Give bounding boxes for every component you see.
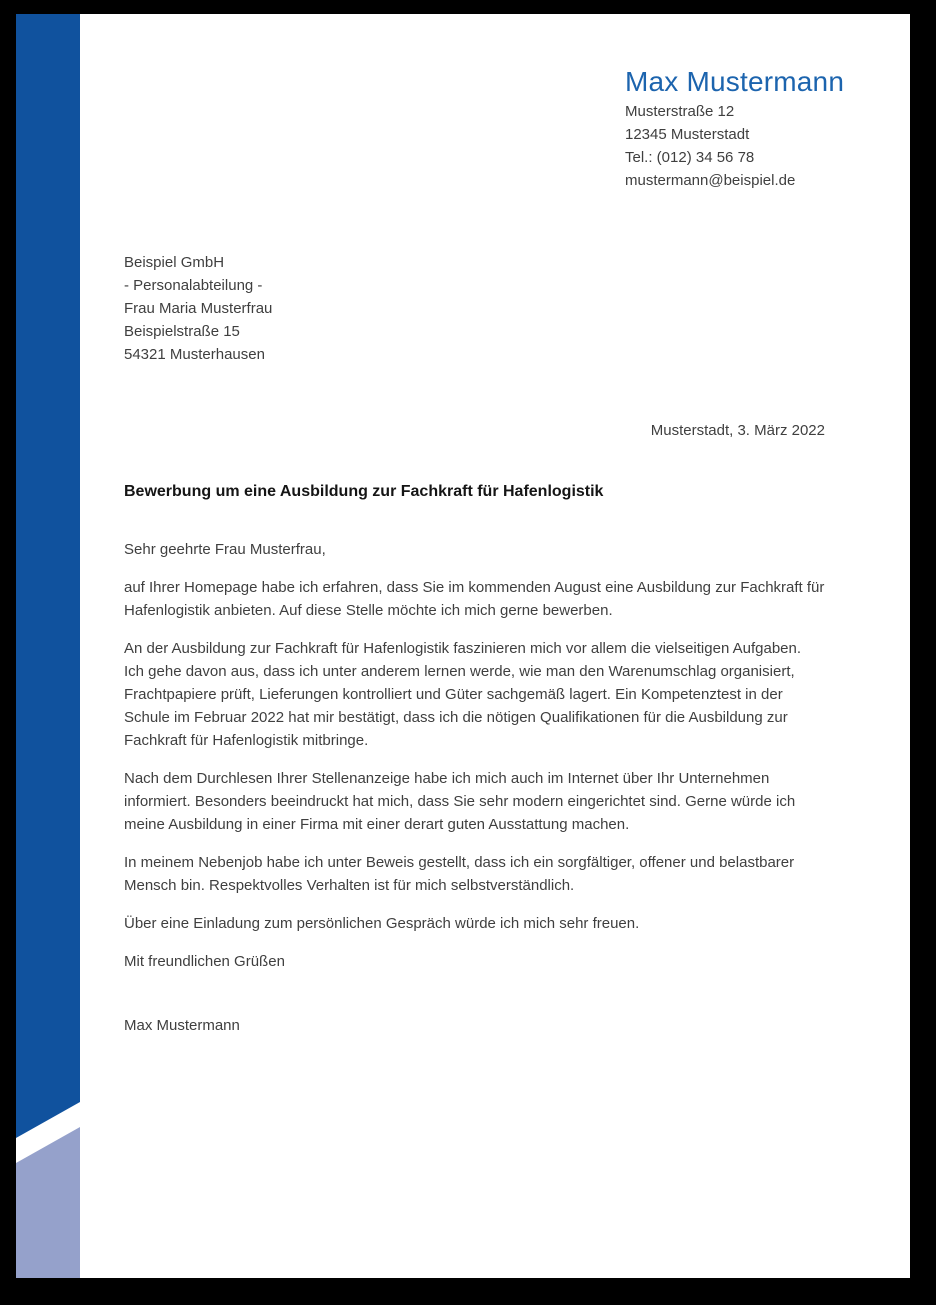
sender-phone: Tel.: (012) 34 56 78 [625,149,755,166]
salutation: Sehr geehrte Frau Musterfrau, [124,541,326,558]
sender-name: Max Mustermann [625,66,845,97]
recipient-contact: Frau Maria Musterfrau [124,300,273,317]
paragraph-strengths: In meinem Nebenjob habe ich unter Beweis gestellt, dass ich ein sorgfältiger, offener und belastbarer Mensch bin. Respektvolles Verhalten ist für mich selbstverständlich. [124,854,795,894]
sender-city: 12345 Musterstadt [625,126,750,143]
recipient-block [124,251,272,366]
recipient-company: Beispiel GmbH [124,254,225,271]
signature: Max Mustermann [124,1017,240,1034]
letter-body [124,538,825,1037]
sender-street: Musterstraße 12 [625,103,735,120]
date-line: Musterstadt, 3. März 2022 [650,422,825,439]
stripe-dark-segment [16,14,80,1278]
sender-block [625,64,885,192]
paragraph-motivation: An der Ausbildung zur Fachkraft für Hafenlogistik faszinieren mich vor allem die vielseitigen Aufgaben. Ich gehe davon aus, dass ich unter anderem lernen werde, wie man den Warenumschlag organisiert, Frachtpapiere prüft, Lieferungen kontrolliert und Güter sachgemäß lagert. Ein Kompetenztest in der Schule im Februar 2022 hat mir bestätigt, dass ich die nötigen Qualifikationen für die Ausbildung zur Fachkraft für Hafenlogistik mitbringe. [124,640,802,749]
recipient-street: Beispielstraße 15 [124,323,240,340]
recipient-city: 54321 Musterhausen [124,346,265,363]
decorative-stripe [16,14,80,1278]
closing: Mit freundlichen Grüßen [124,953,285,970]
paragraph-invitation: Über eine Einladung zum persönlichen Gespräch würde ich mich sehr freuen. [124,915,640,932]
paragraph-company: Nach dem Durchlesen Ihrer Stellenanzeige habe ich mich auch im Internet über Ihr Unternehmen informiert. Besonders beeindruckt hat mich, dass Sie sehr modern eingerichtet sind. Gerne würde ich meine Ausbildung in einer Firma mit einer derart guten Ausstattung machen. [124,770,796,833]
recipient-department: - Personalabteilung - [124,277,263,294]
subject-line: Bewerbung um eine Ausbildung zur Fachkraft für Hafenlogistik [124,483,604,500]
paragraph-intro: auf Ihrer Homepage habe ich erfahren, dass Sie im kommenden August eine Ausbildung zur Fachkraft für Hafenlogistik anbieten. Auf diese Stelle möchte ich mich gerne bewerben. [124,579,825,619]
sender-email: mustermann@beispiel.de [625,172,796,189]
letter-page [16,14,910,1278]
